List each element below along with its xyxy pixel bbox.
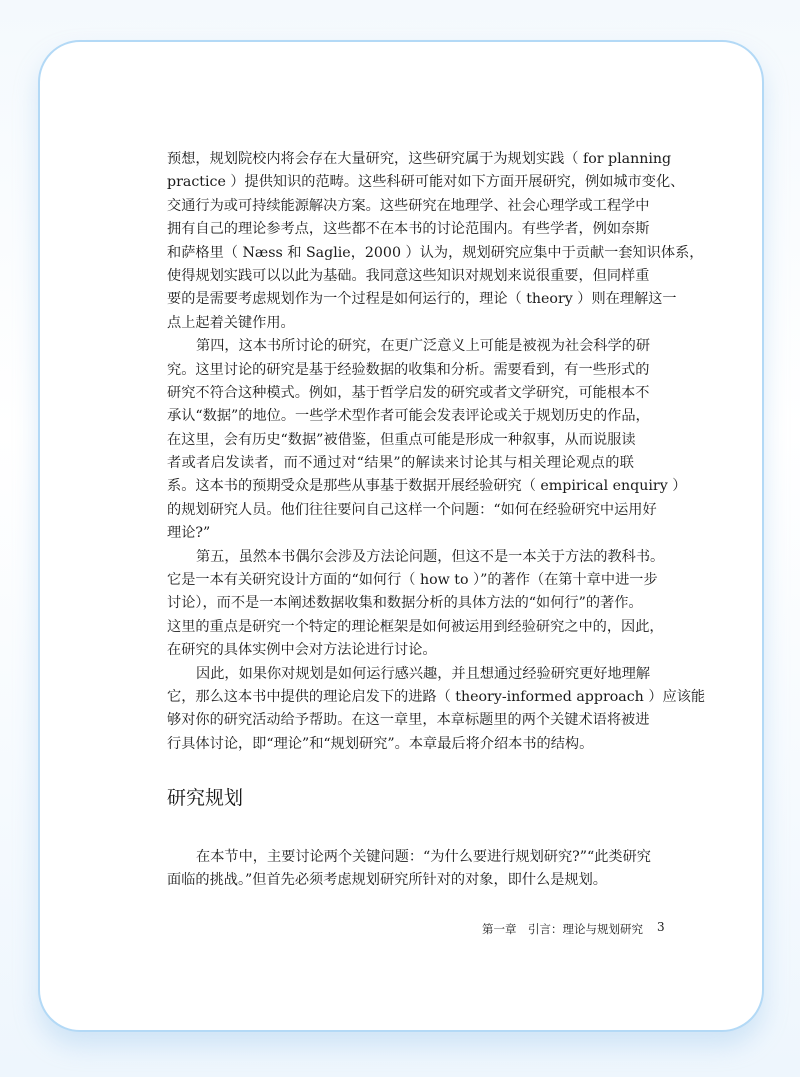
text-line: 使得规划实践可以以此为基础。我同意这些知识对规划来说很重要，但同样重	[167, 267, 650, 284]
paragraph	[167, 148, 704, 335]
paragraph	[167, 335, 687, 546]
text-line: 承认“数据”的地位。一些学术型作者可能会发表评论或关于规划历史的作品，	[167, 408, 650, 425]
text-line: 究。这里讨论的研究是基于经验数据的收集和分析。需要看到，有一些形式的	[167, 361, 650, 378]
text-line: 第四，这本书所讨论的研究，在更广泛意义上可能是被视为社会科学的研	[196, 338, 651, 355]
paragraph	[167, 663, 706, 757]
body-text	[167, 148, 706, 756]
text-line: 它是一本有关研究设计方面的“如何行（ how to ）”的著作（在第十章中进一步	[167, 572, 658, 589]
text-line: 在本节中，主要讨论两个关键问题：“为什么要进行规划研究?”“此类研究	[196, 849, 651, 865]
section-heading: 研究规划	[167, 787, 244, 809]
text-line: 系。这本书的预期受众是那些从事基于数据开展经验研究（ empirical enquiry ）	[167, 478, 687, 495]
text-line: 要的是需要考虑规划作为一个过程是如何运行的，理论（ theory ）则在理解这一	[167, 291, 677, 308]
text-line: 第五，虽然本书偶尔会涉及方法论问题，但这不是一本关于方法的教科书。	[196, 548, 665, 565]
text-line: 拥有自己的理论参考点，这些都不在本书的讨论范围内。有些学者，例如奈斯	[167, 221, 650, 238]
text-line: 的规划研究人员。他们往往要问自己这样一个问题：“如何在经验研究中运用好	[167, 501, 657, 518]
text-line: 因此，如果你对规划是如何运行感兴趣，并且想通过经验研究更好地理解	[196, 665, 651, 682]
paragraph	[167, 546, 665, 663]
text-line: 够对你的研究活动给予帮助。在这一章里，本章标题里的两个关键术语将被进	[167, 712, 650, 729]
text-line: 它，那么这本书中提供的理论启发下的进路（ theory-informed approach ）应该能	[167, 688, 706, 705]
text-line: 讨论），而不是一本阐述数据收集和数据分析的具体方法的“如何行”的著作。	[167, 595, 643, 612]
text-line: 这里的重点是研究一个特定的理论框架是如何被运用到经验研究之中的，因此，	[167, 618, 664, 635]
text-line: 在这里，会有历史“数据”被借鉴，但重点可能是形成一种叙事，从而说服读	[167, 431, 636, 448]
section-intro-paragraph	[167, 846, 651, 893]
text-line: 面临的挑战。”但首先必须考虑规划研究所针对的对象，即什么是规划。	[167, 872, 607, 889]
text-line: 者或者启发读者，而不通过对“结果”的解读来讨论其与相关理论观点的联	[167, 455, 634, 472]
page-number: 3	[657, 920, 665, 934]
text-line: 预想，规划院校内将会存在大量研究，这些研究属于为规划实践（ for planning	[167, 151, 672, 167]
text-line: 行具体讨论，即“理论”和“规划研究”。本章最后将介绍本书的结构。	[167, 735, 594, 752]
text-line: 和萨格里（ Næss 和 Saglie，2000 ）认为，规划研究应集中于贡献一套知识体系，	[167, 244, 704, 261]
text-line: 研究不符合这种模式。例如，基于哲学启发的研究或者文学研究，可能根本不	[167, 384, 650, 401]
text-line: 在研究的具体实例中会对方法论进行讨论。	[167, 642, 437, 659]
text-line: 理论?”	[167, 525, 211, 542]
text-line: 交通行为或可持续能源解决方案。这些研究在地理学、社会心理学或工程学中	[167, 197, 650, 214]
running-title: 第一章 引言：理论与规划研究	[482, 922, 643, 936]
text-line: 点上起着关键作用。	[167, 314, 295, 331]
text-line: practice ）提供知识的范畴。这些科研可能对如下方面开展研究，例如城市变化、	[167, 174, 685, 191]
